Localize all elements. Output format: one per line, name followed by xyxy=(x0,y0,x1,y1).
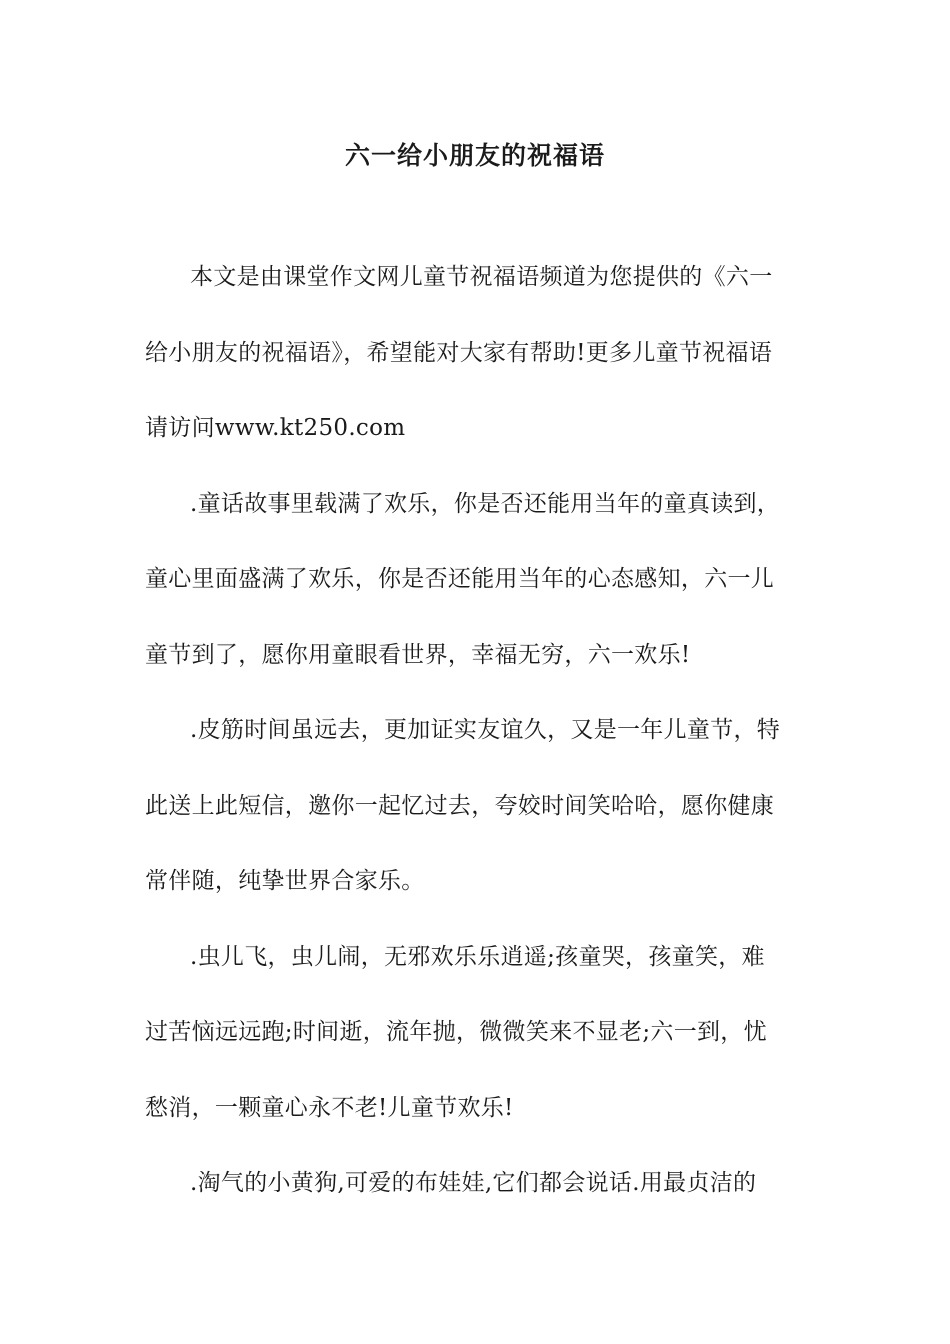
body-line: 过苦恼远远跑;时间逝，流年抛，微微笑来不显老;六一到，忧 xyxy=(145,1019,767,1045)
body-line: 常伴随，纯挚世界合家乐。 xyxy=(145,868,425,894)
body-line: 给小朋友的祝福语》，希望能对大家有帮助!更多儿童节祝福语 xyxy=(145,339,773,366)
body-line: 本文是由课堂作文网儿童节祝福语频道为您提供的《六一 xyxy=(190,264,773,290)
body-line: .童话故事里载满了欢乐，你是否还能用当年的童真读到， xyxy=(190,490,781,517)
body-line: 请访问www.kt250.com xyxy=(145,415,406,441)
body-line: .虫儿飞，虫儿闹，无邪欢乐乐逍遥;孩童哭，孩童笑，难 xyxy=(190,943,765,970)
body-line: 愁消，一颗童心永不老!儿童节欢乐! xyxy=(145,1094,514,1121)
body-line: 童节到了，愿你用童眼看世界，幸福无穷，六一欢乐! xyxy=(145,641,691,668)
body-line: 童心里面盛满了欢乐，你是否还能用当年的心态感知，六一儿 xyxy=(145,566,775,592)
body-line: .淘气的小黄狗,可爱的布娃娃,它们都会说话.用最贞洁的 xyxy=(190,1170,757,1196)
document-body xyxy=(145,255,810,1237)
document-title: 六一给小朋友的祝福语 xyxy=(344,141,605,170)
body-line: 此送上此短信，邀你一起忆过去，夸姣时间笑哈哈，愿你健康 xyxy=(145,792,775,819)
body-line: .皮筋时间虽远去，更加证实友谊久，又是一年儿童节，特 xyxy=(190,717,781,743)
